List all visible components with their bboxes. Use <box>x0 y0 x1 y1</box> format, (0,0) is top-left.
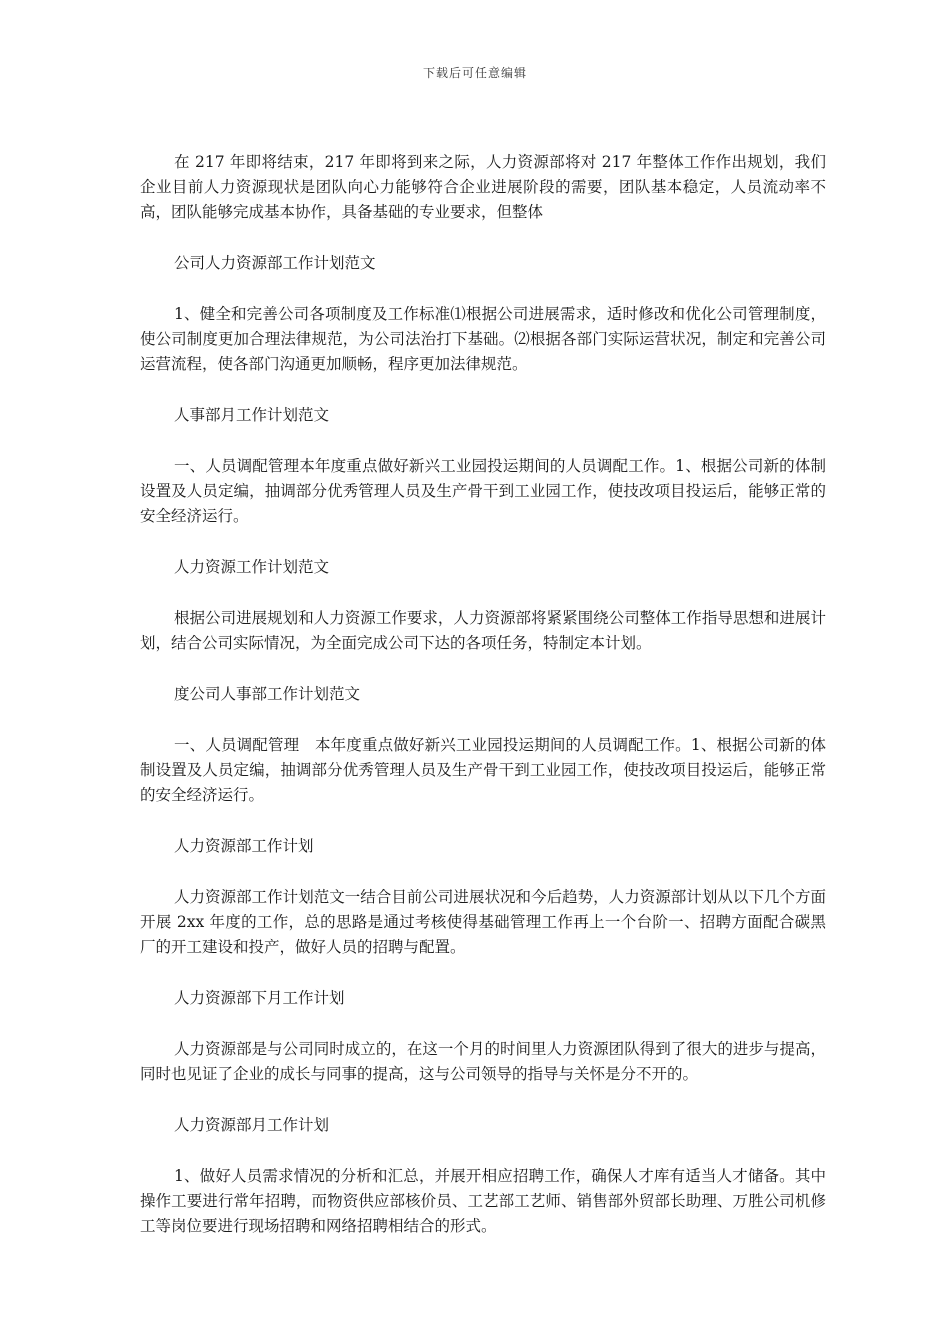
section-heading: 人事部月工作计划范文 <box>174 406 330 424</box>
section-paragraph: 人力资源部是与公司同时成立的，在这一个月的时间里人力资源团队得到了很大的进步与提高，同时也见证了企业的成长与同事的提高，这与公司领导的指导与关怀是分不开的。 <box>140 1040 826 1083</box>
section-heading: 人力资源部月工作计划 <box>174 1116 330 1134</box>
section-paragraph: 一、人员调配管理 本年度重点做好新兴工业园投运期间的人员调配工作。1、根据公司新的体制设置及人员定编，抽调部分优秀管理人员及生产骨干到工业园工作，使技改项目投运后，能够正常的安全经济运行。 <box>140 736 826 804</box>
intro-paragraph: 在 217 年即将结束，217 年即将到来之际，人力资源部将对 217 年整体工作作出规划，我们企业目前人力资源现状是团队向心力能够符合企业进展阶段的需要，团队基本稳定，人员流动率不高，团队能够完成基本协作，具备基础的专业要求，但整体 <box>140 153 826 221</box>
section-paragraph: 1、健全和完善公司各项制度及工作标准⑴根据公司进展需求，适时修改和优化公司管理制度，使公司制度更加合理法律规范，为公司法治打下基础。⑵根据各部门实际运营状况，制定和完善公司运营流程，使各部门沟通更加顺畅，程序更加法律规范。 <box>140 305 826 373</box>
section-heading: 人力资源工作计划范文 <box>174 558 330 576</box>
page-header: 下载后可任意编辑 <box>422 66 527 80</box>
section-heading: 度公司人事部工作计划范文 <box>174 685 361 703</box>
section-heading: 人力资源部下月工作计划 <box>174 989 345 1007</box>
section-paragraph: 人力资源部工作计划范文一结合目前公司进展状况和今后趋势，人力资源部计划从以下几个方面开展 2xx 年度的工作，总的思路是通过考核使得基础管理工作再上一个台阶一、招聘方面配合碳黑厂的开工建设和投产，做好人员的招聘与配置。 <box>140 888 826 956</box>
section-paragraph: 一、人员调配管理本年度重点做好新兴工业园投运期间的人员调配工作。1、根据公司新的体制设置及人员定编，抽调部分优秀管理人员及生产骨干到工业园工作，使技改项目投运后，能够正常的安全经济运行。 <box>140 457 826 525</box>
section-heading: 公司人力资源部工作计划范文 <box>174 254 376 272</box>
section-heading: 人力资源部工作计划 <box>174 837 314 855</box>
section-paragraph: 根据公司进展规划和人力资源工作要求，人力资源部将紧紧围绕公司整体工作指导思想和进展计划，结合公司实际情况，为全面完成公司下达的各项任务，特制定本计划。 <box>140 609 826 652</box>
section-paragraph: 1、做好人员需求情况的分析和汇总，并展开相应招聘工作，确保人才库有适当人才储备。其中操作工要进行常年招聘，而物资供应部核价员、工艺部工艺师、销售部外贸部长助理、万胜公司机修工等岗位要进行现场招聘和网络招聘相结合的形式。 <box>140 1167 826 1235</box>
document-body <box>140 150 826 1265</box>
